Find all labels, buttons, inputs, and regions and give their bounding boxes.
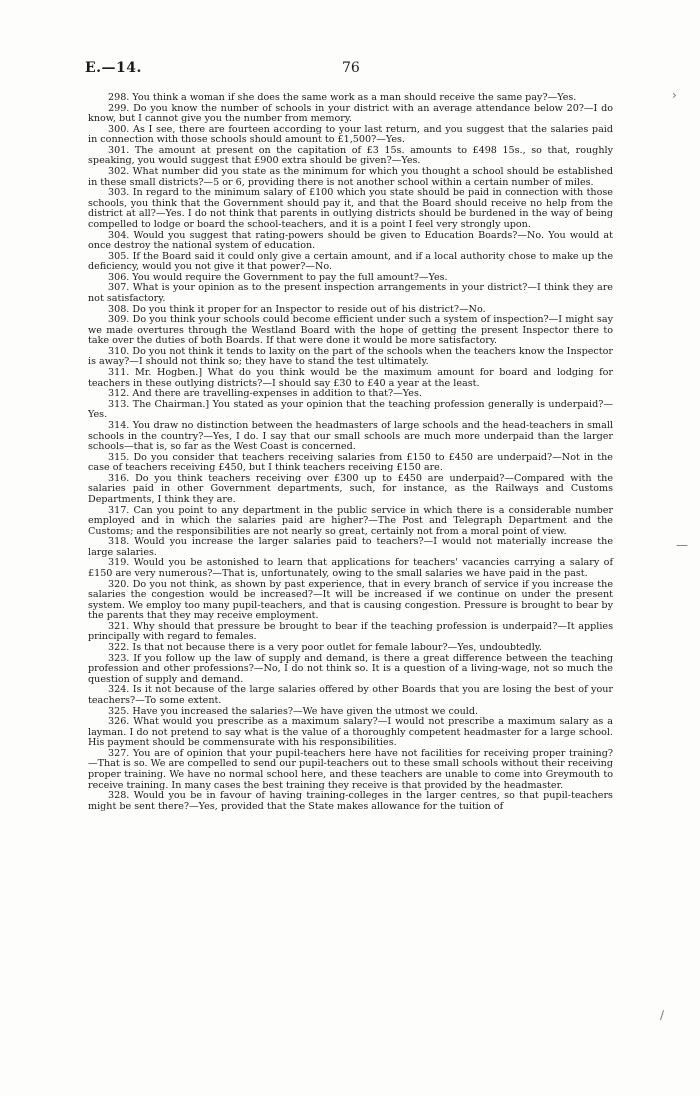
paragraph: 304. Would you suggest that rating-powers should be given to Education Boards?—No. You would at once destroy the national system of education. xyxy=(88,229,613,252)
paragraph: 317. Can you point to any department in the public service in which there is a considerable number employed and in which the salaries paid are higher?—The Post and Telegraph Department and the Customs; and the responsibilities are not nearly so great, certainly not from a moral point of view. xyxy=(88,504,613,537)
margin-dash-mark: — xyxy=(676,538,688,552)
paragraph: 303. In regard to the minimum salary of £100 which you state should be paid in connection with those schools, you think that the Government should pay it, and that the Board should receive no help from the district at all?—Yes. I do not think that parents in outlying districts should be burdened in the way of being compelled to lodge or board the school-teachers, and it is a point I feel very strongly upon. xyxy=(88,187,613,230)
paragraph: 318. Would you increase the larger salaries paid to teachers?—I would not materially increase the large salaries. xyxy=(88,536,613,558)
paragraph: 320. Do you not think, as shown by past experience, that in every branch of service if you increase the salaries the congestion would be increased?—It will be increased if we continue on under the present system. We employ too many pupil-teachers, and that is causing congestion. Pressure is brought to bear by the parents that they may receive employment. xyxy=(88,578,613,622)
paragraph: 309. Do you think your schools could become efficient under such a system of inspection?—I might say we made overtures through the Westland Board with the hope of getting the present Inspector there to take over the duties of both Boards. If that were done it would be more satisfactory. xyxy=(88,314,613,347)
document-reference: E.—14. xyxy=(85,60,142,76)
paragraph: 306. You would require the Government to pay the full amount?—Yes. xyxy=(108,271,448,283)
paragraph: 302. What number did you state as the minimum for which you thought a school should be established in these small districts?—5 or 6, providing there is not another school within a certain number of miles. xyxy=(88,166,613,188)
paragraph: 315. Do you consider that teachers receiving salaries from £150 to £450 are underpaid?—Not in the case of teachers receiving £450, but I think teachers receiving £150 are. xyxy=(88,451,613,474)
paragraph: 307. What is your opinion as to the present inspection arrangements in your district?—I think they are not satisfactory. xyxy=(88,282,613,304)
paragraph: 301. The amount at present on the capitation of £3 15s. amounts to £498 15s., so that, roughly speaking, you would suggest that £900 extra should be given?—Yes. xyxy=(88,144,613,167)
paragraph: 312. And there are travelling-expenses in addition to that?—Yes. xyxy=(108,388,422,400)
paragraph: 313. The Chairman.] You stated as your opinion that the teaching profession generally is underpaid?—Yes. xyxy=(88,398,613,421)
paragraph: 305. If the Board said it could only give a certain amount, and if a local authority chose to make up the deficiency, would you not give it that power?—No. xyxy=(88,250,613,273)
paragraph: 319. Would you be astonished to learn that applications for teachers' vacancies carrying a salary of £150 are very numerous?—That is, unfortunately, owing to the small salaries we have paid in the past. xyxy=(88,557,613,580)
margin-tick-mark: › xyxy=(672,88,677,102)
page-number: 76 xyxy=(342,60,360,76)
page-header xyxy=(85,60,610,80)
paragraph: 314. You draw no distinction between the headmasters of large schools and the head-teachers in small schools in the country?—Yes, I do. I say that our small schools are much more underpaid than the larger schools—that is, so far as the West Coast is concerned. xyxy=(88,419,613,453)
paragraph: 321. Why should that pressure be brought to bear if the teaching profession is underpaid?—It applies principally with regard to females. xyxy=(88,620,613,643)
paragraph: 324. Is it not because of the large salaries offered by other Boards that you are losing the best of your teachers?—To some extent. xyxy=(88,684,613,706)
paragraph: 310. Do you not think it tends to laxity on the part of the schools when the teachers know the Inspector is away?—I should not think so; they have to stand the test ultimately. xyxy=(88,345,613,368)
testimony-body xyxy=(88,93,613,812)
paragraph: 326. What would you prescribe as a maximum salary?—I would not prescribe a maximum salary as a layman. I do not pretend to say what is the value of a thoroughly competent headmaster for a large school. His payment should be commensurate with his responsibilities. xyxy=(88,716,613,749)
paragraph: 327. You are of opinion that your pupil-teachers here have not facilities for receiving proper training?—That is so. We are compelled to send our pupil-teachers out to these small schools without their receiving proper training. We have no normal school here, and these teachers are unable to come into Greymouth to receive training. In many cases the best training they receive is that provided by the headmaster. xyxy=(88,747,613,791)
paragraph: 298. You think a woman if she does the same work as a man should receive the same pay?—Yes. xyxy=(108,92,577,103)
paragraph: 299. Do you know the number of schools in your district with an average attendance below 20?—I do know, but I cannot give you the number from memory. xyxy=(88,102,613,125)
paragraph: 311. Mr. Hogben.] What do you think would be the maximum amount for board and lodging for teachers in these outlying districts?—I should say £30 to £40 a year at the least. xyxy=(88,367,613,389)
margin-stroke-mark: ∕ xyxy=(660,1008,665,1022)
paragraph: 328. Would you be in favour of having training-colleges in the larger centres, so that pupil-teachers might be sent there?—Yes, provided that the State makes allowance for the tuition of xyxy=(88,790,613,812)
paragraph: 300. As I see, there are fourteen according to your last return, and you suggest that the salaries paid in connection with those schools should amount to £1,500?—Yes. xyxy=(88,123,613,146)
paragraph: 325. Have you increased the salaries?—We have given the utmost we could. xyxy=(108,705,479,717)
paragraph: 308. Do you think it proper for an Inspector to reside out of his district?—No. xyxy=(108,303,486,315)
paragraph: 322. Is that not because there is a very poor outlet for female labour?—Yes, undoubtedly. xyxy=(108,642,542,654)
paragraph: 316. Do you think teachers receiving over £300 up to £450 are underpaid?—Compared with the salaries paid in other Government departments, such, for instance, as the Railways and Customs Departments, I think they are. xyxy=(88,472,613,505)
paragraph: 323. If you follow up the law of supply and demand, is there a great difference between the teaching profession and other professions?—No, I do not think so. It is a question of a living-wage, not so much the question of supply and demand. xyxy=(88,652,613,685)
